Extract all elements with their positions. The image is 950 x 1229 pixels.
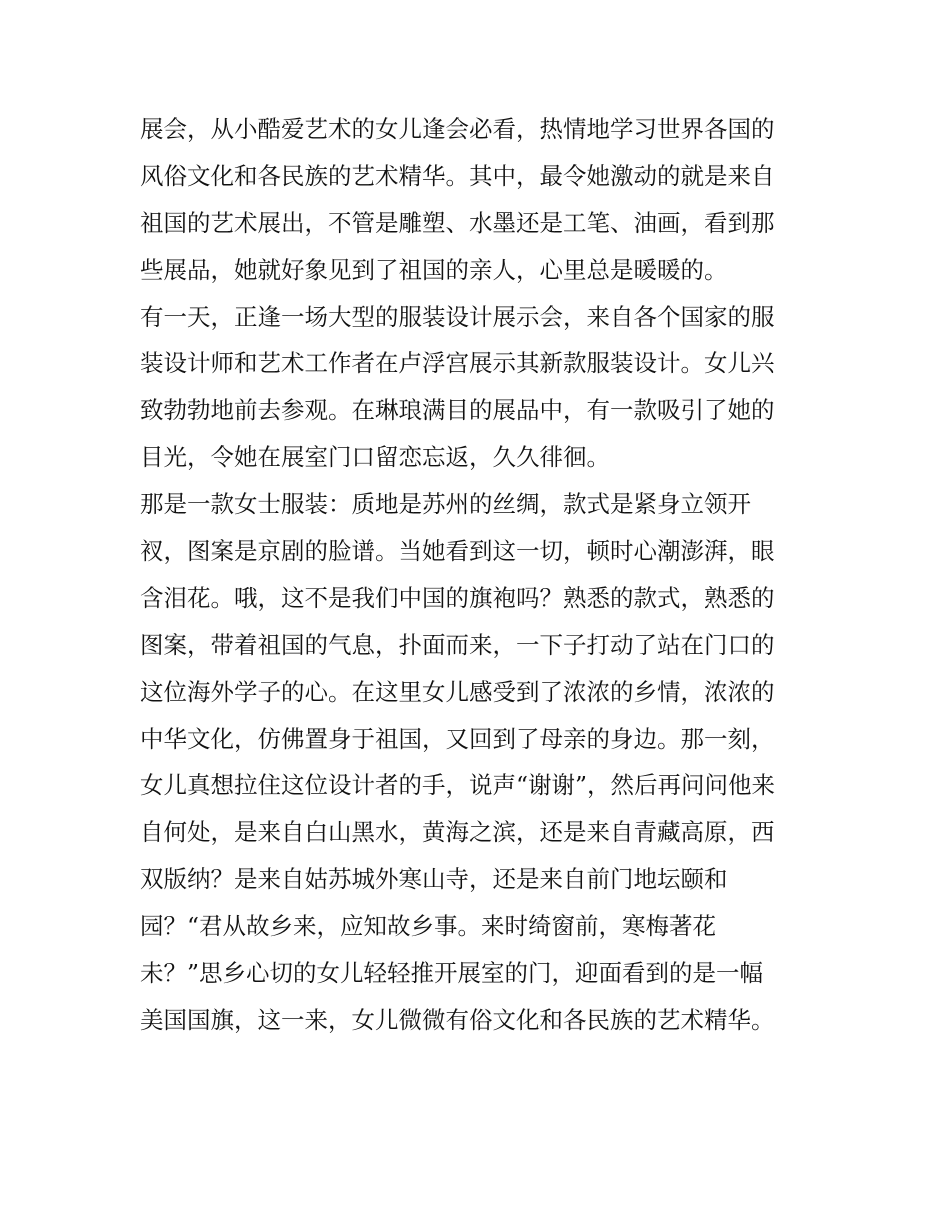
text-line: 有一天，正逢一场大型的服装设计展示会，来自各个国家的服 [140, 302, 775, 331]
text-line: 目光，令她在展室门口留恋忘返，久久徘徊。 [140, 443, 610, 472]
text-line: 美国国旗，这一来，女儿微微有俗文化和各民族的艺术精华。 [140, 1005, 775, 1034]
text-line: 双版纳？是来自姑苏城外寒山寺，还是来自前门地坛颐和 [140, 865, 728, 894]
text-line: 装设计师和艺术工作者在卢浮宫展示其新款服装设计。女儿兴 [140, 349, 775, 378]
text-line: 图案，带着祖国的气息，扑面而来，一下子打动了站在门口的 [140, 630, 775, 659]
text-line: 衩，图案是京剧的脸谱。当她看到这一切，顿时心潮澎湃，眼 [140, 537, 775, 566]
text-line: 风俗文化和各民族的艺术精华。其中，最令她激动的就是来自 [140, 161, 775, 190]
text-line: 未？”思乡心切的女儿轻轻推开展室的门，迎面看到的是一幅 [140, 959, 764, 988]
text-line: 含泪花。哦，这不是我们中国的旗袍吗？熟悉的款式，熟悉的 [140, 583, 775, 612]
text-line: 些展品，她就好象见到了祖国的亲人，心里总是暖暖的。 [140, 255, 728, 284]
text-line: 祖国的艺术展出，不管是雕塑、水墨还是工笔、油画，看到那 [140, 208, 775, 237]
text-line: 园？“君从故乡来，应知故乡事。来时绮窗前，寒梅著花 [140, 912, 717, 941]
text-line: 中华文化，仿佛置身于祖国，又回到了母亲的身边。那一刻， [140, 724, 775, 753]
body-text [140, 106, 820, 1044]
text-line: 自何处，是来自白山黑水，黄海之滨，还是来自青藏高原，西 [140, 818, 775, 847]
text-line: 那是一款女士服装：质地是苏州的丝绸，款式是紧身立领开 [140, 490, 751, 519]
text-line: 女儿真想拉住这位设计者的手，说声“谢谢”，然后再问问他来 [140, 771, 776, 800]
text-line: 致勃勃地前去参观。在琳琅满目的展品中，有一款吸引了她的 [140, 396, 775, 425]
text-line: 这位海外学子的心。在这里女儿感受到了浓浓的乡情，浓浓的 [140, 677, 775, 706]
text-line: 展会，从小酷爱艺术的女儿逢会必看，热情地学习世界各国的 [140, 115, 775, 143]
